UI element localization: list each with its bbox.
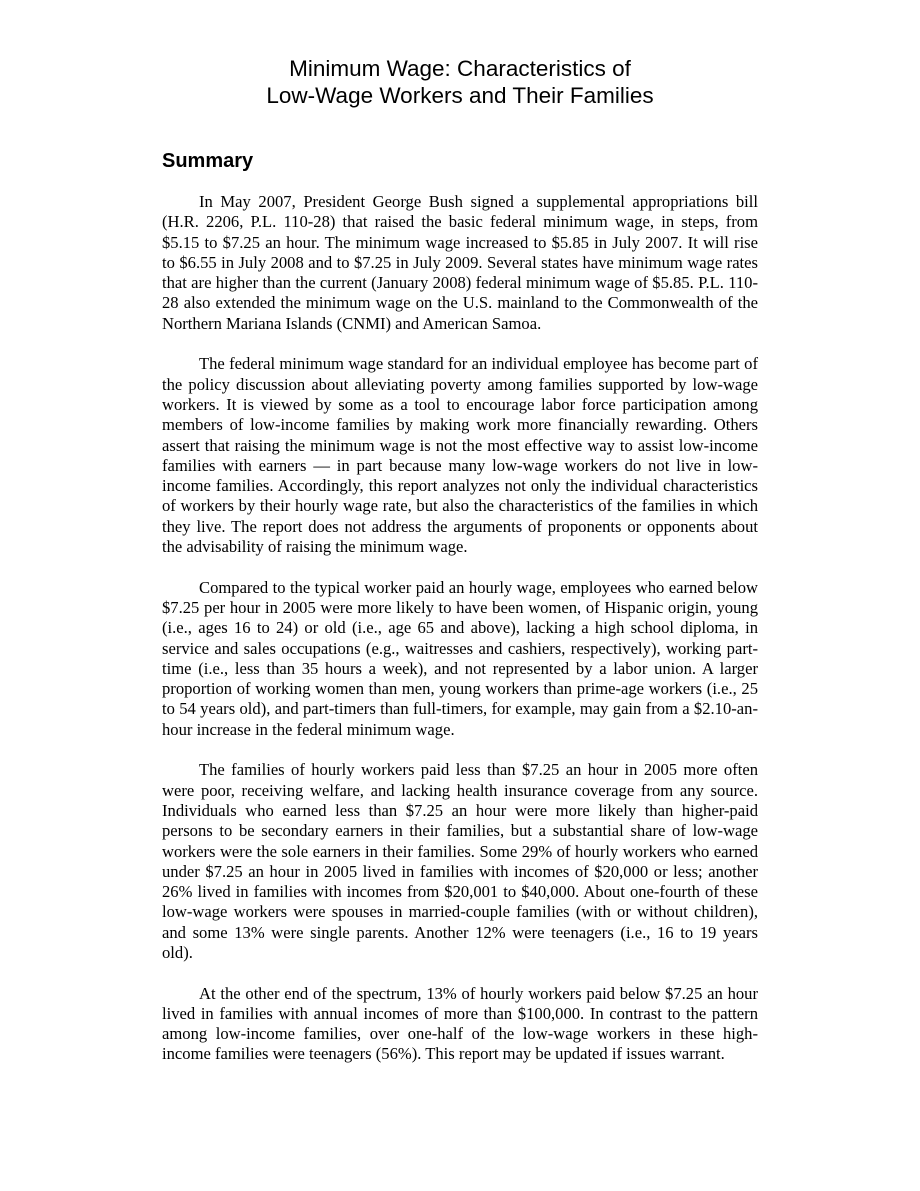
summary-body	[162, 192, 758, 1085]
document-title	[0, 55, 920, 109]
title-line-1: Minimum Wage: Characteristics of	[289, 56, 631, 81]
summary-paragraph-5: At the other end of the spectrum, 13% of hourly workers paid below $7.25 an hour lived in families with annual incomes of more than $100,000. In contrast to the pattern among low-income families, over one-half of the low-wage workers in these high-income families were teenagers (56%). This report may be updated if issues warrant.	[162, 983, 758, 1064]
section-heading-summary: Summary	[162, 150, 254, 172]
summary-paragraph-3: Compared to the typical worker paid an hourly wage, employees who earned below $7.25 per hour in 2005 were more likely to have been women, of Hispanic origin, young (i.e., ages 16 to 24) or old (i.e., age 65 and above), lacking a high school diploma, in service and sales occupations (e.g., waitresses and cashiers, respectively), working part-time (i.e., less than 35 hours a week), and not represented by a labor union. A larger proportion of working women than men, young workers than prime-age workers (i.e., 25 to 54 years old), and part-timers than full-timers, for example, may gain from a $2.10-an-hour increase in the federal minimum wage.	[162, 577, 758, 739]
summary-paragraph-4: The families of hourly workers paid less than $7.25 an hour in 2005 more often were poor, receiving welfare, and lacking health insurance coverage from any source. Individuals who earned less than $7.25 an hour were more likely than higher-paid persons to be secondary earners in their families, but a substantial share of low-wage workers were the sole earners in their families. Some 29% of hourly workers who earned under $7.25 an hour in 2005 lived in families with incomes of $20,000 or less; another 26% lived in families with incomes from $20,001 to $40,000. About one-fourth of these low-wage workers were spouses in married-couple families (with or without children), and some 13% were single parents. Another 12% were teenagers (i.e., 16 to 19 years old).	[162, 760, 758, 962]
title-line-2: Low-Wage Workers and Their Families	[266, 83, 654, 108]
summary-paragraph-2: The federal minimum wage standard for an individual employee has become part of the policy discussion about alleviating poverty among families supported by low-wage workers. It is viewed by some as a tool to encourage labor force participation among members of low-income families by making work more financially rewarding. Others assert that raising the minimum wage is not the most effective way to assist low-income families with earners — in part because many low-wage workers do not live in low-income families. Accordingly, this report analyzes not only the individual characteristics of workers by their hourly wage rate, but also the characteristics of the families in which they live. The report does not address the arguments of proponents or opponents about the advisability of raising the minimum wage.	[162, 354, 758, 557]
summary-paragraph-1: In May 2007, President George Bush signed a supplemental appropriations bill (H.R. 2206, P.L. 110-28) that raised the basic federal minimum wage, in steps, from $5.15 to $7.25 an hour. The minimum wage increased to $5.85 in July 2007. It will rise to $6.55 in July 2008 and to $7.25 in July 2009. Several states have minimum wage rates that are higher than the current (January 2008) federal minimum wage of $5.85. P.L. 110-28 also extended the minimum wage on the U.S. mainland to the Commonwealth of the Northern Mariana Islands (CNMI) and American Samoa.	[162, 192, 758, 333]
